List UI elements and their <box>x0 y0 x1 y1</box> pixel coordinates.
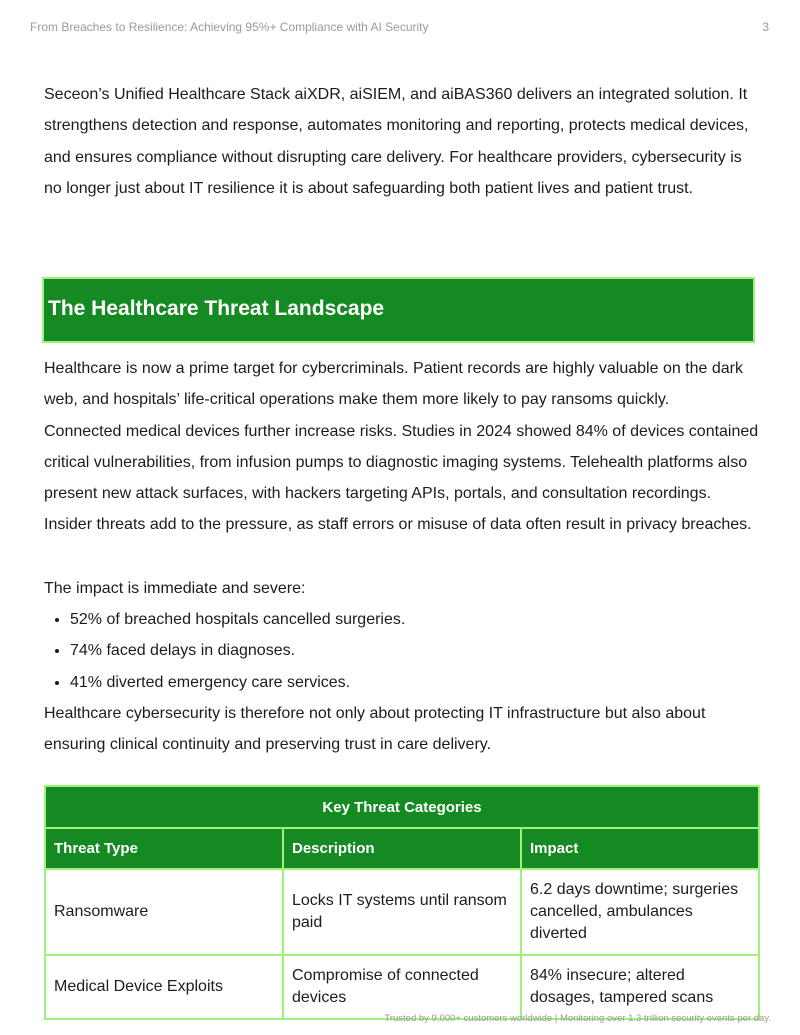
list-item: • 52% of breached hospitals cancelled surgeries. <box>70 604 760 635</box>
body-text: Insider threats add to the pressure, as staff errors or misuse of data often result in privacy breaches. <box>44 516 752 534</box>
page-footer: Trusted by 9,000+ customers worldwide | Monitoring over 1.3 trillion security events per day. <box>384 1013 771 1024</box>
conclusion-paragraph: Healthcare cybersecurity is therefore not only about protecting IT infrastructure but also about ensuring clinical continuity and preserving trust in care delivery. <box>44 705 706 754</box>
impact-list <box>44 604 760 698</box>
section-body <box>44 353 760 541</box>
table-cell: Ransomware <box>45 869 283 955</box>
list-item: • 74% faced delays in diagnoses. <box>70 635 760 666</box>
body-text: Healthcare is now a prime target for cybercriminals. Patient records are highly valuable on the dark web, and hospitals’ life-critical operations make them more likely to pay ransoms quickly. <box>44 360 743 409</box>
body-text: Connected medical devices further increase risks. Studies in 2024 showed 84% of devices contained critical vulnerabilities, from infusion pumps to diagnostic imaging systems. Telehealth platforms also present new attack surfaces, with hackers targeting APIs, portals, and consultation recordings. <box>44 422 759 503</box>
list-item: • 41% diverted emergency care services. <box>70 667 760 698</box>
table-row <box>45 955 759 1019</box>
table-cell: 84% insecure; altered dosages, tampered scans <box>521 955 759 1019</box>
table-cell: Medical Device Exploits <box>45 955 283 1019</box>
threat-table <box>44 785 760 1020</box>
running-header-title: From Breaches to Resilience: Achieving 95%+ Compliance with AI Security <box>30 20 429 34</box>
section-heading: The Healthcare Threat Landscape <box>48 297 385 320</box>
section-banner <box>42 277 755 343</box>
table-row <box>45 869 759 955</box>
impact-intro: The impact is immediate and severe: <box>44 580 306 597</box>
column-header: Threat Type <box>45 828 283 869</box>
table-caption: Key Threat Categories <box>45 786 759 828</box>
table-cell: 6.2 days downtime; surgeries cancelled, ambulances diverted <box>521 869 759 955</box>
column-header: Description <box>283 828 521 869</box>
column-header: Impact <box>521 828 759 869</box>
page-number: 3 <box>762 20 769 34</box>
intro-paragraph: Seceon’s Unified Healthcare Stack aiXDR, aiSIEM, and aiBAS360 delivers an integrated solution. It strengthens detection and response, automates monitoring and reporting, protects medical devices, and ensures compliance without disrupting care delivery. For healthcare providers, cybersecurity is no longer just about IT resilience it is about safeguarding both patient lives and patient trust. <box>44 86 749 197</box>
table-cell: Locks IT systems until ransom paid <box>283 869 521 955</box>
table-cell: Compromise of connected devices <box>283 955 521 1019</box>
